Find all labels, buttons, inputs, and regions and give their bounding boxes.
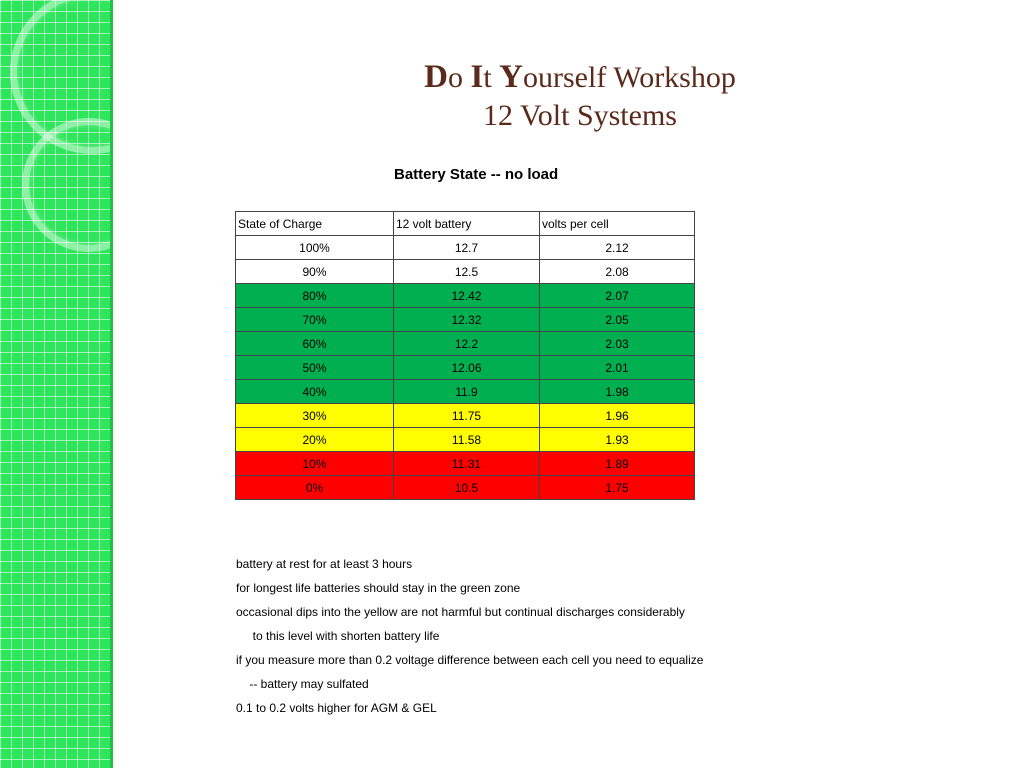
cell-volts-per-cell: 2.03 bbox=[540, 332, 695, 356]
slide-title-line-2: 12 Volt Systems bbox=[483, 99, 677, 132]
table-row bbox=[236, 428, 695, 452]
cell-12-volt-battery: 12.42 bbox=[394, 284, 540, 308]
cell-12-volt-battery: 12.06 bbox=[394, 356, 540, 380]
cell-state-of-charge: 100% bbox=[236, 236, 394, 260]
cell-12-volt-battery: 10.5 bbox=[394, 476, 540, 500]
cell-volts-per-cell: 2.05 bbox=[540, 308, 695, 332]
cell-state-of-charge: 90% bbox=[236, 260, 394, 284]
note-line: if you measure more than 0.2 voltage difference between each cell you need to equalize bbox=[236, 653, 704, 667]
cell-volts-per-cell: 1.98 bbox=[540, 380, 695, 404]
decorative-sidebar bbox=[0, 0, 113, 768]
header-12-volt-battery: 12 volt battery bbox=[394, 212, 540, 236]
header-volts-per-cell: volts per cell bbox=[540, 212, 695, 236]
cell-volts-per-cell: 1.93 bbox=[540, 428, 695, 452]
table-row bbox=[236, 452, 695, 476]
slide-title-line-1 bbox=[320, 58, 840, 97]
notes-list bbox=[236, 552, 703, 720]
note-line: 0.1 to 0.2 volts higher for AGM & GEL bbox=[236, 701, 437, 715]
table-caption: Battery State -- no load bbox=[394, 166, 559, 183]
cell-12-volt-battery: 12.32 bbox=[394, 308, 540, 332]
note-line: -- battery may sulfated bbox=[236, 677, 369, 691]
battery-state-table bbox=[235, 211, 695, 500]
note-line: to this level with shorten battery life bbox=[236, 629, 440, 643]
ring-decoration bbox=[22, 118, 113, 252]
title-word-1: Do bbox=[424, 59, 471, 95]
cell-volts-per-cell: 2.12 bbox=[540, 236, 695, 260]
table-row bbox=[236, 404, 695, 428]
cell-state-of-charge: 20% bbox=[236, 428, 394, 452]
table-row bbox=[236, 284, 695, 308]
cell-12-volt-battery: 11.75 bbox=[394, 404, 540, 428]
table-row bbox=[236, 332, 695, 356]
cell-12-volt-battery: 11.9 bbox=[394, 380, 540, 404]
title-word-3: Yourself Workshop bbox=[499, 59, 736, 95]
cell-12-volt-battery: 12.2 bbox=[394, 332, 540, 356]
cell-state-of-charge: 80% bbox=[236, 284, 394, 308]
table-row bbox=[236, 380, 695, 404]
cell-volts-per-cell: 1.89 bbox=[540, 452, 695, 476]
note-line: occasional dips into the yellow are not harmful but continual discharges considerably bbox=[236, 605, 685, 619]
cell-state-of-charge: 10% bbox=[236, 452, 394, 476]
cell-state-of-charge: 60% bbox=[236, 332, 394, 356]
title-word-2: It bbox=[470, 59, 500, 95]
cell-12-volt-battery: 11.31 bbox=[394, 452, 540, 476]
cell-volts-per-cell: 2.07 bbox=[540, 284, 695, 308]
table-header-row bbox=[236, 212, 695, 236]
cell-state-of-charge: 30% bbox=[236, 404, 394, 428]
cell-12-volt-battery: 12.5 bbox=[394, 260, 540, 284]
cell-volts-per-cell: 1.75 bbox=[540, 476, 695, 500]
cell-state-of-charge: 70% bbox=[236, 308, 394, 332]
cell-volts-per-cell: 2.01 bbox=[540, 356, 695, 380]
header-state-of-charge: State of Charge bbox=[236, 212, 394, 236]
cell-state-of-charge: 0% bbox=[236, 476, 394, 500]
note-line: for longest life batteries should stay in the green zone bbox=[236, 581, 521, 595]
table-row bbox=[236, 236, 695, 260]
note-line: battery at rest for at least 3 hours bbox=[236, 557, 413, 571]
cell-state-of-charge: 40% bbox=[236, 380, 394, 404]
cell-volts-per-cell: 2.08 bbox=[540, 260, 695, 284]
cell-volts-per-cell: 1.96 bbox=[540, 404, 695, 428]
table-row bbox=[236, 308, 695, 332]
cell-12-volt-battery: 12.7 bbox=[394, 236, 540, 260]
table-row bbox=[236, 260, 695, 284]
table-row bbox=[236, 476, 695, 500]
cell-state-of-charge: 50% bbox=[236, 356, 394, 380]
cell-12-volt-battery: 11.58 bbox=[394, 428, 540, 452]
table-row bbox=[236, 356, 695, 380]
